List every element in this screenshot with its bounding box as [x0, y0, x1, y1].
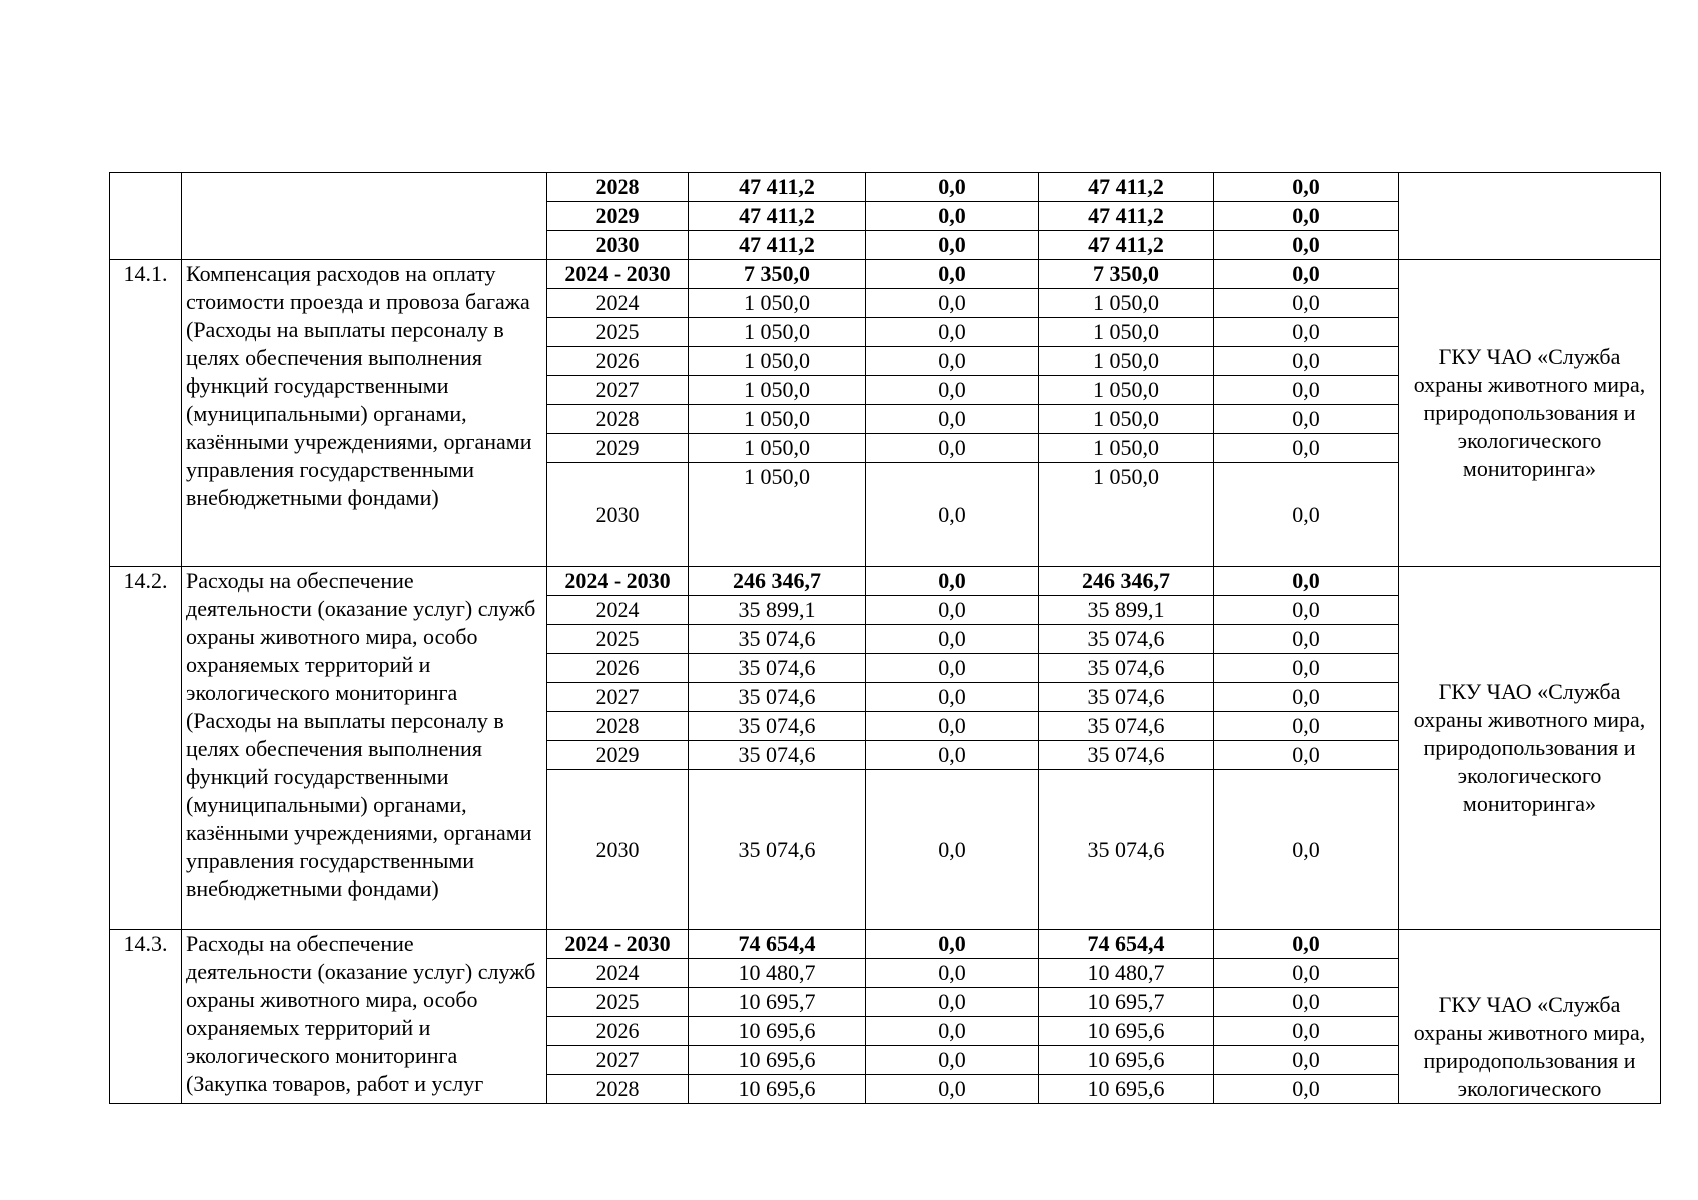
- value-cell: 47 411,2: [1039, 202, 1214, 231]
- year-cell: 2024: [547, 289, 689, 318]
- value-cell: 246 346,7: [1039, 567, 1214, 596]
- value-cell: 0,0: [1214, 770, 1399, 930]
- value-cell: 35 074,6: [1039, 625, 1214, 654]
- value-cell: 7 350,0: [1039, 260, 1214, 289]
- year-cell: 2025: [547, 318, 689, 347]
- year-cell: 2024 - 2030: [547, 930, 689, 959]
- value-cell: 0,0: [1214, 930, 1399, 959]
- year-cell: 2026: [547, 347, 689, 376]
- value-cell: 0,0: [866, 741, 1039, 770]
- total-cell: 74 654,4: [689, 930, 866, 959]
- value-cell: 0,0: [866, 1075, 1039, 1104]
- year-cell: 2026: [547, 654, 689, 683]
- value-cell: 1 050,0: [1039, 405, 1214, 434]
- total-cell: 1 050,0: [689, 347, 866, 376]
- value-cell: 47 411,2: [1039, 173, 1214, 202]
- value-cell: 0,0: [1214, 683, 1399, 712]
- responsible-executor: ГКУ ЧАО «Служба охраны животного мира, природопользования и экологического мониторинга»: [1399, 260, 1661, 567]
- value-cell: 0,0: [1214, 405, 1399, 434]
- value-cell: 35 074,6: [1039, 741, 1214, 770]
- value-cell: 10 695,6: [1039, 1046, 1214, 1075]
- section-number: 14.2.: [110, 567, 182, 930]
- value-cell: 0,0: [866, 683, 1039, 712]
- value-cell: 0,0: [1214, 654, 1399, 683]
- document-page: [109, 172, 1660, 1104]
- value-cell: 10 695,6: [1039, 1017, 1214, 1046]
- responsible-executor: ГКУ ЧАО «Служба охраны животного мира, природопользования и экологического мониторинга»: [1399, 567, 1661, 930]
- table-row: [110, 567, 1661, 596]
- year-cell: 2029: [547, 741, 689, 770]
- value-cell: 0,0: [1214, 347, 1399, 376]
- value-cell: 0,0: [1214, 231, 1399, 260]
- year-cell: 2025: [547, 988, 689, 1017]
- number-cell: [110, 173, 182, 260]
- total-cell: 1 050,0: [689, 289, 866, 318]
- total-cell: 35 074,6: [689, 770, 866, 930]
- value-cell: 0,0: [866, 173, 1039, 202]
- year-cell: 2025: [547, 625, 689, 654]
- total-cell: 7 350,0: [689, 260, 866, 289]
- year-cell: 2029: [547, 434, 689, 463]
- value-cell: 10 695,7: [1039, 988, 1214, 1017]
- value-cell: 0,0: [866, 654, 1039, 683]
- value-cell: 0,0: [1214, 596, 1399, 625]
- value-cell: 0,0: [1214, 289, 1399, 318]
- year-cell: 2030: [547, 770, 689, 930]
- value-cell: 0,0: [866, 1046, 1039, 1075]
- value-cell: 0,0: [1214, 625, 1399, 654]
- value-cell: 0,0: [1214, 567, 1399, 596]
- total-cell: 10 695,7: [689, 988, 866, 1017]
- value-cell: 0,0: [866, 405, 1039, 434]
- value-cell: 1 050,0: [1039, 347, 1214, 376]
- value-cell: 0,0: [866, 347, 1039, 376]
- total-cell: 1 050,0: [689, 434, 866, 463]
- total-cell: 35 074,6: [689, 712, 866, 741]
- total-cell: 10 695,6: [689, 1046, 866, 1075]
- value-cell: 0,0: [866, 770, 1039, 930]
- total-cell: 10 695,6: [689, 1075, 866, 1104]
- section-description: Расходы на обеспечение деятельности (оказание услуг) служб охраны животного мира, особо охраняемых территорий и экологического мониторинга (Закупка товаров, работ и услуг: [182, 930, 547, 1104]
- year-cell: 2027: [547, 683, 689, 712]
- description-cell: [182, 173, 547, 260]
- total-cell: 246 346,7: [689, 567, 866, 596]
- total-cell: 10 695,6: [689, 1017, 866, 1046]
- year-cell: 2024: [547, 959, 689, 988]
- year-cell: 2024 - 2030: [547, 260, 689, 289]
- value-cell: 0,0: [1214, 434, 1399, 463]
- value-cell: 47 411,2: [1039, 231, 1214, 260]
- value-cell: 0,0: [866, 625, 1039, 654]
- responsible-cell: [1399, 173, 1661, 260]
- total-cell: 35 074,6: [689, 625, 866, 654]
- value-cell: 0,0: [866, 260, 1039, 289]
- total-cell: 47 411,2: [689, 231, 866, 260]
- value-cell: 35 074,6: [1039, 683, 1214, 712]
- value-cell: 0,0: [866, 202, 1039, 231]
- table-row: [110, 173, 1661, 202]
- value-cell: 1 050,0: [1039, 289, 1214, 318]
- value-cell: 1 050,0: [1039, 376, 1214, 405]
- value-cell: 0,0: [1214, 1075, 1399, 1104]
- value-cell: 0,0: [866, 930, 1039, 959]
- value-cell: 0,0: [1214, 173, 1399, 202]
- total-cell: 35 899,1: [689, 596, 866, 625]
- value-cell: 0,0: [866, 1017, 1039, 1046]
- value-cell: 0,0: [866, 318, 1039, 347]
- value-cell: 0,0: [1214, 741, 1399, 770]
- year-cell: 2027: [547, 1046, 689, 1075]
- year-cell: 2024: [547, 596, 689, 625]
- value-cell: 0,0: [866, 988, 1039, 1017]
- value-cell: 35 074,6: [1039, 654, 1214, 683]
- table-row: [110, 930, 1661, 959]
- value-cell: 0,0: [1214, 260, 1399, 289]
- total-cell: 1 050,0: [689, 405, 866, 434]
- year-cell: 2028: [547, 173, 689, 202]
- year-cell: 2029: [547, 202, 689, 231]
- budget-table: [109, 172, 1661, 1104]
- year-cell: 2028: [547, 1075, 689, 1104]
- total-cell: 1 050,0: [689, 376, 866, 405]
- value-cell: 0,0: [1214, 376, 1399, 405]
- total-cell: 35 074,6: [689, 654, 866, 683]
- value-cell: 0,0: [1214, 959, 1399, 988]
- year-cell: 2030: [547, 231, 689, 260]
- total-cell: 35 074,6: [689, 683, 866, 712]
- value-cell: 0,0: [1214, 1017, 1399, 1046]
- value-cell: 0,0: [1214, 988, 1399, 1017]
- year-cell: 2027: [547, 376, 689, 405]
- value-cell: 1 050,0: [1039, 434, 1214, 463]
- responsible-executor: ГКУ ЧАО «Служба охраны животного мира, природопользования и экологического: [1399, 930, 1661, 1104]
- value-cell: 0,0: [866, 434, 1039, 463]
- value-cell: 10 480,7: [1039, 959, 1214, 988]
- year-cell: 2030: [547, 463, 689, 567]
- value-cell: 0,0: [1214, 463, 1399, 567]
- year-cell: 2026: [547, 1017, 689, 1046]
- table-row: [110, 260, 1661, 289]
- value-cell: 10 695,6: [1039, 1075, 1214, 1104]
- total-cell: 10 480,7: [689, 959, 866, 988]
- value-cell: 0,0: [1214, 318, 1399, 347]
- value-cell: 0,0: [866, 567, 1039, 596]
- section-number: 14.1.: [110, 260, 182, 567]
- value-cell: 0,0: [1214, 202, 1399, 231]
- total-cell: 1 050,0: [689, 318, 866, 347]
- value-cell: 1 050,0: [1039, 463, 1214, 567]
- section-number: 14.3.: [110, 930, 182, 1104]
- total-cell: 1 050,0: [689, 463, 866, 567]
- total-cell: 35 074,6: [689, 741, 866, 770]
- value-cell: 0,0: [1214, 1046, 1399, 1075]
- section-description: Компенсация расходов на оплату стоимости проезда и провоза багажа (Расходы на выплаты персоналу в целях обеспечения выполнения функций государственными (муниципальными) органами, казёнными учреждениями, органами управления государственными внебюджетными фондами): [182, 260, 547, 567]
- value-cell: 74 654,4: [1039, 930, 1214, 959]
- section-description: Расходы на обеспечение деятельности (оказание услуг) служб охраны животного мира, особо охраняемых территорий и экологического мониторинга (Расходы на выплаты персоналу в целях обеспечения выполнения функций государственными (муниципальными) органами, казёнными учреждениями, органами управления государственными внебюджетными фондами): [182, 567, 547, 930]
- value-cell: 1 050,0: [1039, 318, 1214, 347]
- total-cell: 47 411,2: [689, 202, 866, 231]
- value-cell: 35 899,1: [1039, 596, 1214, 625]
- value-cell: 0,0: [866, 712, 1039, 741]
- value-cell: 0,0: [1214, 712, 1399, 741]
- value-cell: 35 074,6: [1039, 770, 1214, 930]
- year-cell: 2024 - 2030: [547, 567, 689, 596]
- value-cell: 35 074,6: [1039, 712, 1214, 741]
- value-cell: 0,0: [866, 376, 1039, 405]
- value-cell: 0,0: [866, 959, 1039, 988]
- value-cell: 0,0: [866, 231, 1039, 260]
- value-cell: 0,0: [866, 596, 1039, 625]
- value-cell: 0,0: [866, 463, 1039, 567]
- year-cell: 2028: [547, 712, 689, 741]
- year-cell: 2028: [547, 405, 689, 434]
- value-cell: 0,0: [866, 289, 1039, 318]
- total-cell: 47 411,2: [689, 173, 866, 202]
